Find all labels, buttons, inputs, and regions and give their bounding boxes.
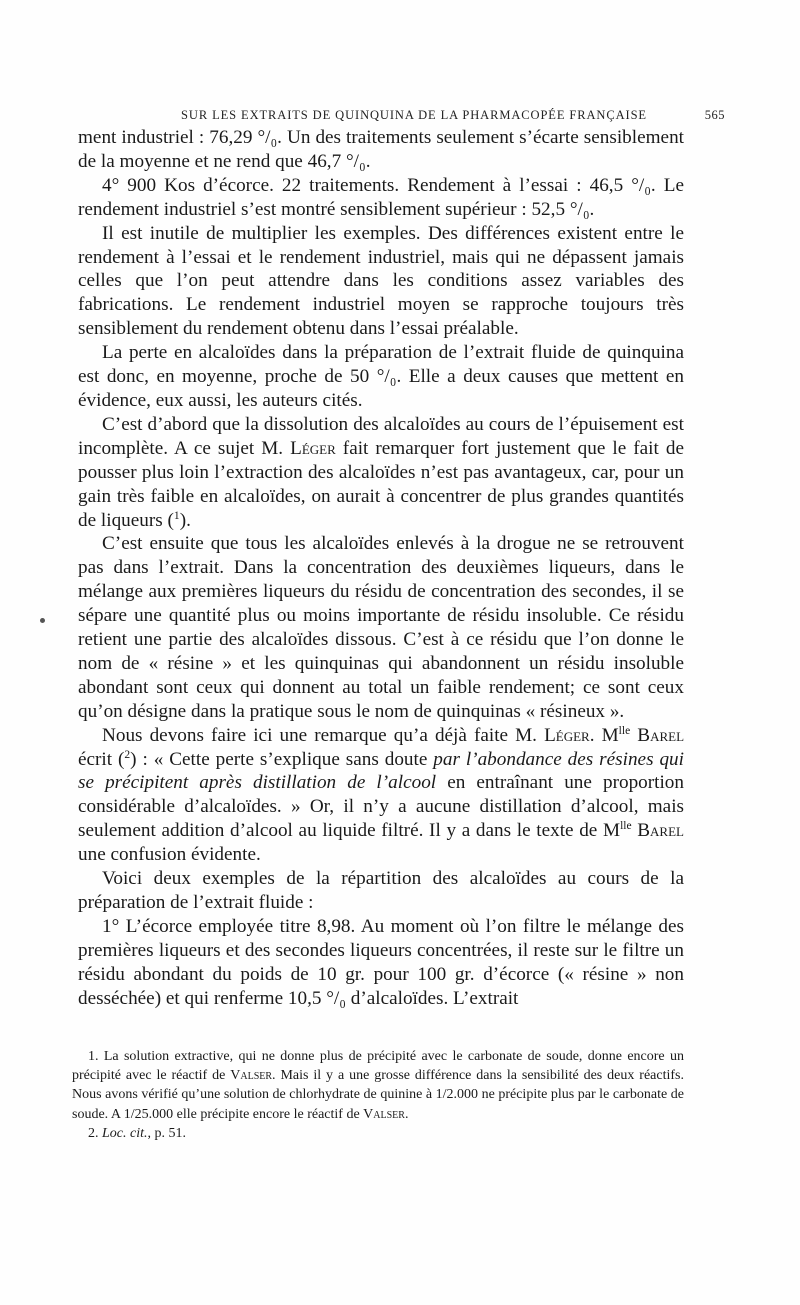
author-name: Barel: [637, 724, 685, 746]
paragraph-7: Nous devons faire ici une remarque qu’a déjà faite M. Léger. $M^{lle}$ Barel écrit ($^2$) : « Cette perte s’explique sans doute par l’abondance des résines qui se précipitent après distillation de l’alcool en entraînant une proportion considérable d’alcaloïdes. » Or, il n’y a aucune distillation d’alcool, mais seulement addition d’alcool au liquide filtré. Il y a dans le texte de $M^{lle}$ Barel une confusion évidente.: [78, 724, 685, 866]
author-name: Valser: [363, 1106, 405, 1122]
running-title: SUR LES EXTRAITS DE QUINQUINA DE LA PHARMACOPÉE FRANÇAISE: [181, 108, 647, 122]
page-number: 565: [704, 108, 725, 122]
margin-mark: [40, 618, 45, 623]
paragraph-5: C’est d’abord que la dissolution des alcaloïdes au cours de l’épuisement est incomplète. A ce sujet M. Léger fait remarquer fort justement que le fait de pousser plus loin l’extraction des alcaloïdes n’est pas avantageux, car, pour un gain très faible en alcaloïdes, on aurait à concentrer de plus grandes quantités de liqueurs ($^1$).: [78, 413, 684, 531]
author-name: Léger: [544, 724, 590, 746]
paragraph-8: Voici deux exemples de la répartition des alcaloïdes au cours de la préparation de l’extrait fluide :: [78, 868, 684, 913]
author-name: Léger: [290, 437, 336, 459]
paragraph-6: C’est ensuite que tous les alcaloïdes enlevés à la drogue ne se retrouvent pas dans l’extrait. Dans la concentration des deuxièmes liqueurs, dans le mélange aux premières liqueurs du résidu de concentration des secondes, il se sépare une quantité plus ou moins importante de résidu insoluble. Ce résidu retient une partie des alcaloïdes dissous. C’est à ce résidu que l’on donne le nom de « résine » et les quinquinas qui abandonnent un résidu insoluble abondant sont ceux qui donnent au total un faible rendement; ce sont ceux qu’on désigne dans la pratique sous le nom de quinquinas « résineux ».: [78, 533, 684, 722]
main-text: [78, 126, 684, 1011]
paragraph-4: La perte en alcaloïdes dans la préparation de l’extrait fluide de quinquina est donc, en moyenne, proche de 50 °/₀. Elle a deux causes que mettent en évidence, eux aussi, les auteurs cités.: [78, 342, 684, 411]
footnote-ref: 1: [173, 509, 180, 522]
italic-quote: par l’abondance des résines qui se précipitent après distillation de l’alcool: [78, 748, 684, 794]
paragraph-1: ment industriel : 76,29 °/₀. Un des traitements seulement s’écarte sensiblement de la moyenne et ne rend que 46,7 °/₀.: [78, 127, 684, 172]
author-name: Valser: [230, 1068, 273, 1084]
author-name: Barel: [637, 820, 684, 842]
running-header: [75, 108, 725, 123]
paragraph-2: 4° 900 Kos d’écorce. 22 traitements. Rendement à l’essai : 46,5 °/₀. Le rendement industriel s’est montré sensiblement supérieur : 52,5 °/₀.: [78, 174, 684, 220]
footnotes: [72, 1047, 684, 1143]
footnote-2: 2. Loc. cit., p. 51.: [88, 1125, 186, 1141]
footnote-ref: 2: [124, 748, 131, 761]
paragraph-3: Il est inutile de multiplier les exemples. Des différences existent entre le rendement à l’essai et le rendement industriel, mais qui ne dépassent jamais celles que l’on peut attendre dans les conditions assez variables des fabrications. Le rendement industriel moyen se rapproche toujours très sensiblement du rendement obtenu dans l’essai préalable.: [78, 222, 684, 340]
footnote-1: 1. La solution extractive, qui ne donne plus de précipité avec le carbonate de soude, donne encore un précipité avec le réactif de Valser. Mais il y a une grosse différence dans la sensibilité des deux réactifs. Nous avons vérifié qu’une solution de chlorhydrate de quinine à 1/2.000 ne précipite plus par le carbonate de soude. A 1/25.000 elle précipite encore le réactif de Valser.: [72, 1049, 684, 1122]
paragraph-9: 1° L’écorce employée titre 8,98. Au moment où l’on filtre le mélange des premières liqueurs et des secondes liqueurs concentrées, il reste sur le filtre un résidu abondant du poids de 10 gr. pour 100 gr. d’écorce (« résine » non desséchée) et qui renferme 10,5 °/₀ d’alcaloïdes. L’extrait: [78, 915, 684, 1009]
